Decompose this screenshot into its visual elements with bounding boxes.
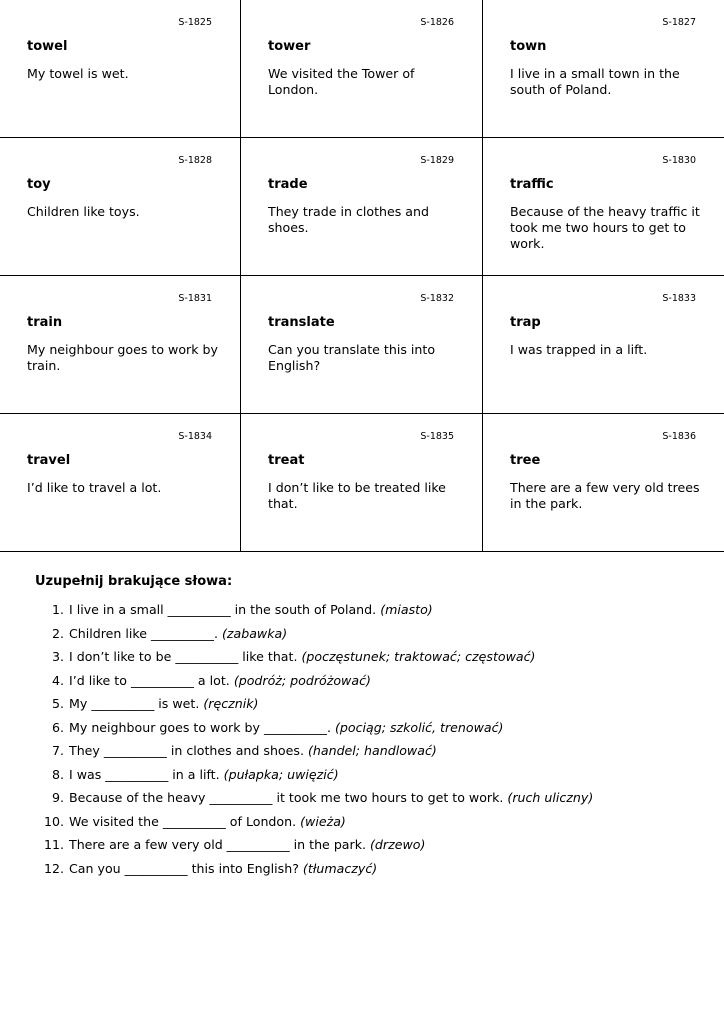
flashcard (241, 138, 483, 276)
item-hint: (podróż; podróżować) (233, 672, 371, 688)
item-text: I’d like to __________ a lot. (69, 672, 230, 688)
exercise-item (35, 837, 715, 861)
card-word: towel (27, 39, 68, 54)
item-number: 11. (43, 837, 64, 852)
item-number: 7. (51, 743, 64, 758)
card-code: S-1835 (420, 431, 454, 442)
exercise-item (35, 814, 715, 838)
card-code: S-1828 (178, 155, 212, 166)
card-code: S-1829 (420, 155, 454, 166)
card-code: S-1832 (420, 293, 454, 304)
item-text: I live in a small __________ in the south of Poland. (69, 602, 377, 617)
card-sentence: Because of the heavy traffic it took me two hours to get to work. (510, 204, 700, 251)
card-sentence: We visited the Tower of London. (268, 66, 415, 97)
item-hint: (handel; handlować) (307, 743, 437, 758)
card-word: train (27, 315, 63, 330)
item-text: My neighbour goes to work by __________. (69, 719, 331, 735)
card-sentence: I’d like to travel a lot. (27, 480, 162, 495)
item-number: 4. (51, 672, 64, 688)
item-hint: (ruch uliczny) (507, 790, 594, 805)
item-number: 6. (51, 719, 64, 735)
item-text: They __________ in clothes and shoes. (69, 743, 304, 758)
exercise-item (35, 626, 715, 650)
item-hint: (miasto) (380, 602, 433, 617)
flashcard (241, 276, 483, 414)
card-word: trade (268, 177, 308, 192)
card-sentence: There are a few very old trees in the park. (510, 480, 700, 511)
exercise-item (35, 861, 715, 885)
card-sentence: Can you translate this into English? (268, 342, 436, 373)
item-hint: (ręcznik) (203, 696, 259, 711)
item-number: 8. (51, 766, 64, 782)
flashcard (0, 276, 241, 414)
card-word: translate (268, 315, 335, 330)
item-hint: (pociąg; szkolić, trenować) (334, 719, 504, 735)
flashcard (0, 414, 241, 552)
flashcard (0, 0, 241, 138)
card-code: S-1831 (178, 293, 212, 304)
card-code: S-1830 (662, 155, 696, 166)
card-word: travel (27, 453, 71, 468)
exercise-item (35, 602, 715, 626)
exercise-item (35, 743, 715, 767)
flashcard (0, 138, 241, 276)
card-sentence: I live in a small town in the south of Poland. (510, 66, 680, 97)
item-number: 2. (51, 625, 64, 641)
flashcard (483, 0, 724, 138)
card-sentence: Children like toys. (27, 204, 140, 219)
item-number: 9. (51, 790, 64, 805)
card-sentence: My neighbour goes to work by train. (27, 342, 218, 373)
card-word: toy (27, 177, 51, 192)
item-hint: (tłumaczyć) (302, 860, 378, 876)
item-number: 10. (43, 813, 64, 829)
item-text: There are a few very old __________ in the park. (69, 837, 366, 852)
item-number: 1. (51, 602, 64, 617)
exercise-item (35, 673, 715, 697)
card-word: tower (268, 39, 311, 54)
item-text: Children like __________. (69, 625, 218, 641)
exercise-item (35, 790, 715, 814)
card-code: S-1833 (662, 293, 696, 304)
card-word: town (510, 39, 547, 54)
flashcard (483, 138, 724, 276)
exercise-item (35, 767, 715, 791)
item-text: Can you __________ this into English? (69, 860, 299, 876)
flashcard (483, 276, 724, 414)
card-code: S-1836 (662, 431, 696, 442)
card-sentence: My towel is wet. (27, 66, 129, 81)
item-text: Because of the heavy __________ it took me two hours to get to work. (69, 790, 504, 805)
exercise-title: Uzupełnij brakujące słowa: (35, 574, 233, 589)
item-number: 3. (51, 649, 64, 664)
fill-in-exercise (35, 574, 715, 884)
card-word: trap (510, 315, 541, 330)
card-code: S-1825 (178, 17, 212, 28)
exercise-item (35, 696, 715, 720)
item-text: We visited the __________ of London. (69, 813, 297, 829)
card-code: S-1834 (178, 431, 212, 442)
card-sentence: They trade in clothes and shoes. (268, 204, 429, 235)
exercise-item (35, 720, 715, 744)
card-word: treat (268, 453, 305, 468)
item-number: 5. (51, 696, 64, 711)
exercise-list (35, 602, 715, 884)
card-sentence: I don’t like to be treated like that. (268, 480, 446, 511)
card-code: S-1826 (420, 17, 454, 28)
item-text: I don’t like to be __________ like that. (69, 649, 298, 664)
flashcard (241, 0, 483, 138)
flashcard (241, 414, 483, 552)
item-text: I was __________ in a lift. (69, 766, 220, 782)
flashcard (483, 414, 724, 552)
item-number: 12. (43, 860, 64, 876)
item-hint: (wieża) (300, 813, 346, 829)
item-hint: (zabawka) (221, 625, 288, 641)
card-sentence: I was trapped in a lift. (510, 342, 648, 357)
card-word: tree (510, 453, 541, 468)
item-hint: (poczęstunek; traktować; częstować) (301, 649, 536, 664)
item-hint: (drzewo) (370, 837, 426, 852)
card-word: traffic (510, 177, 554, 192)
item-hint: (pułapka; uwięzić) (223, 766, 339, 782)
item-text: My __________ is wet. (69, 696, 200, 711)
exercise-item (35, 649, 715, 673)
card-code: S-1827 (662, 17, 696, 28)
